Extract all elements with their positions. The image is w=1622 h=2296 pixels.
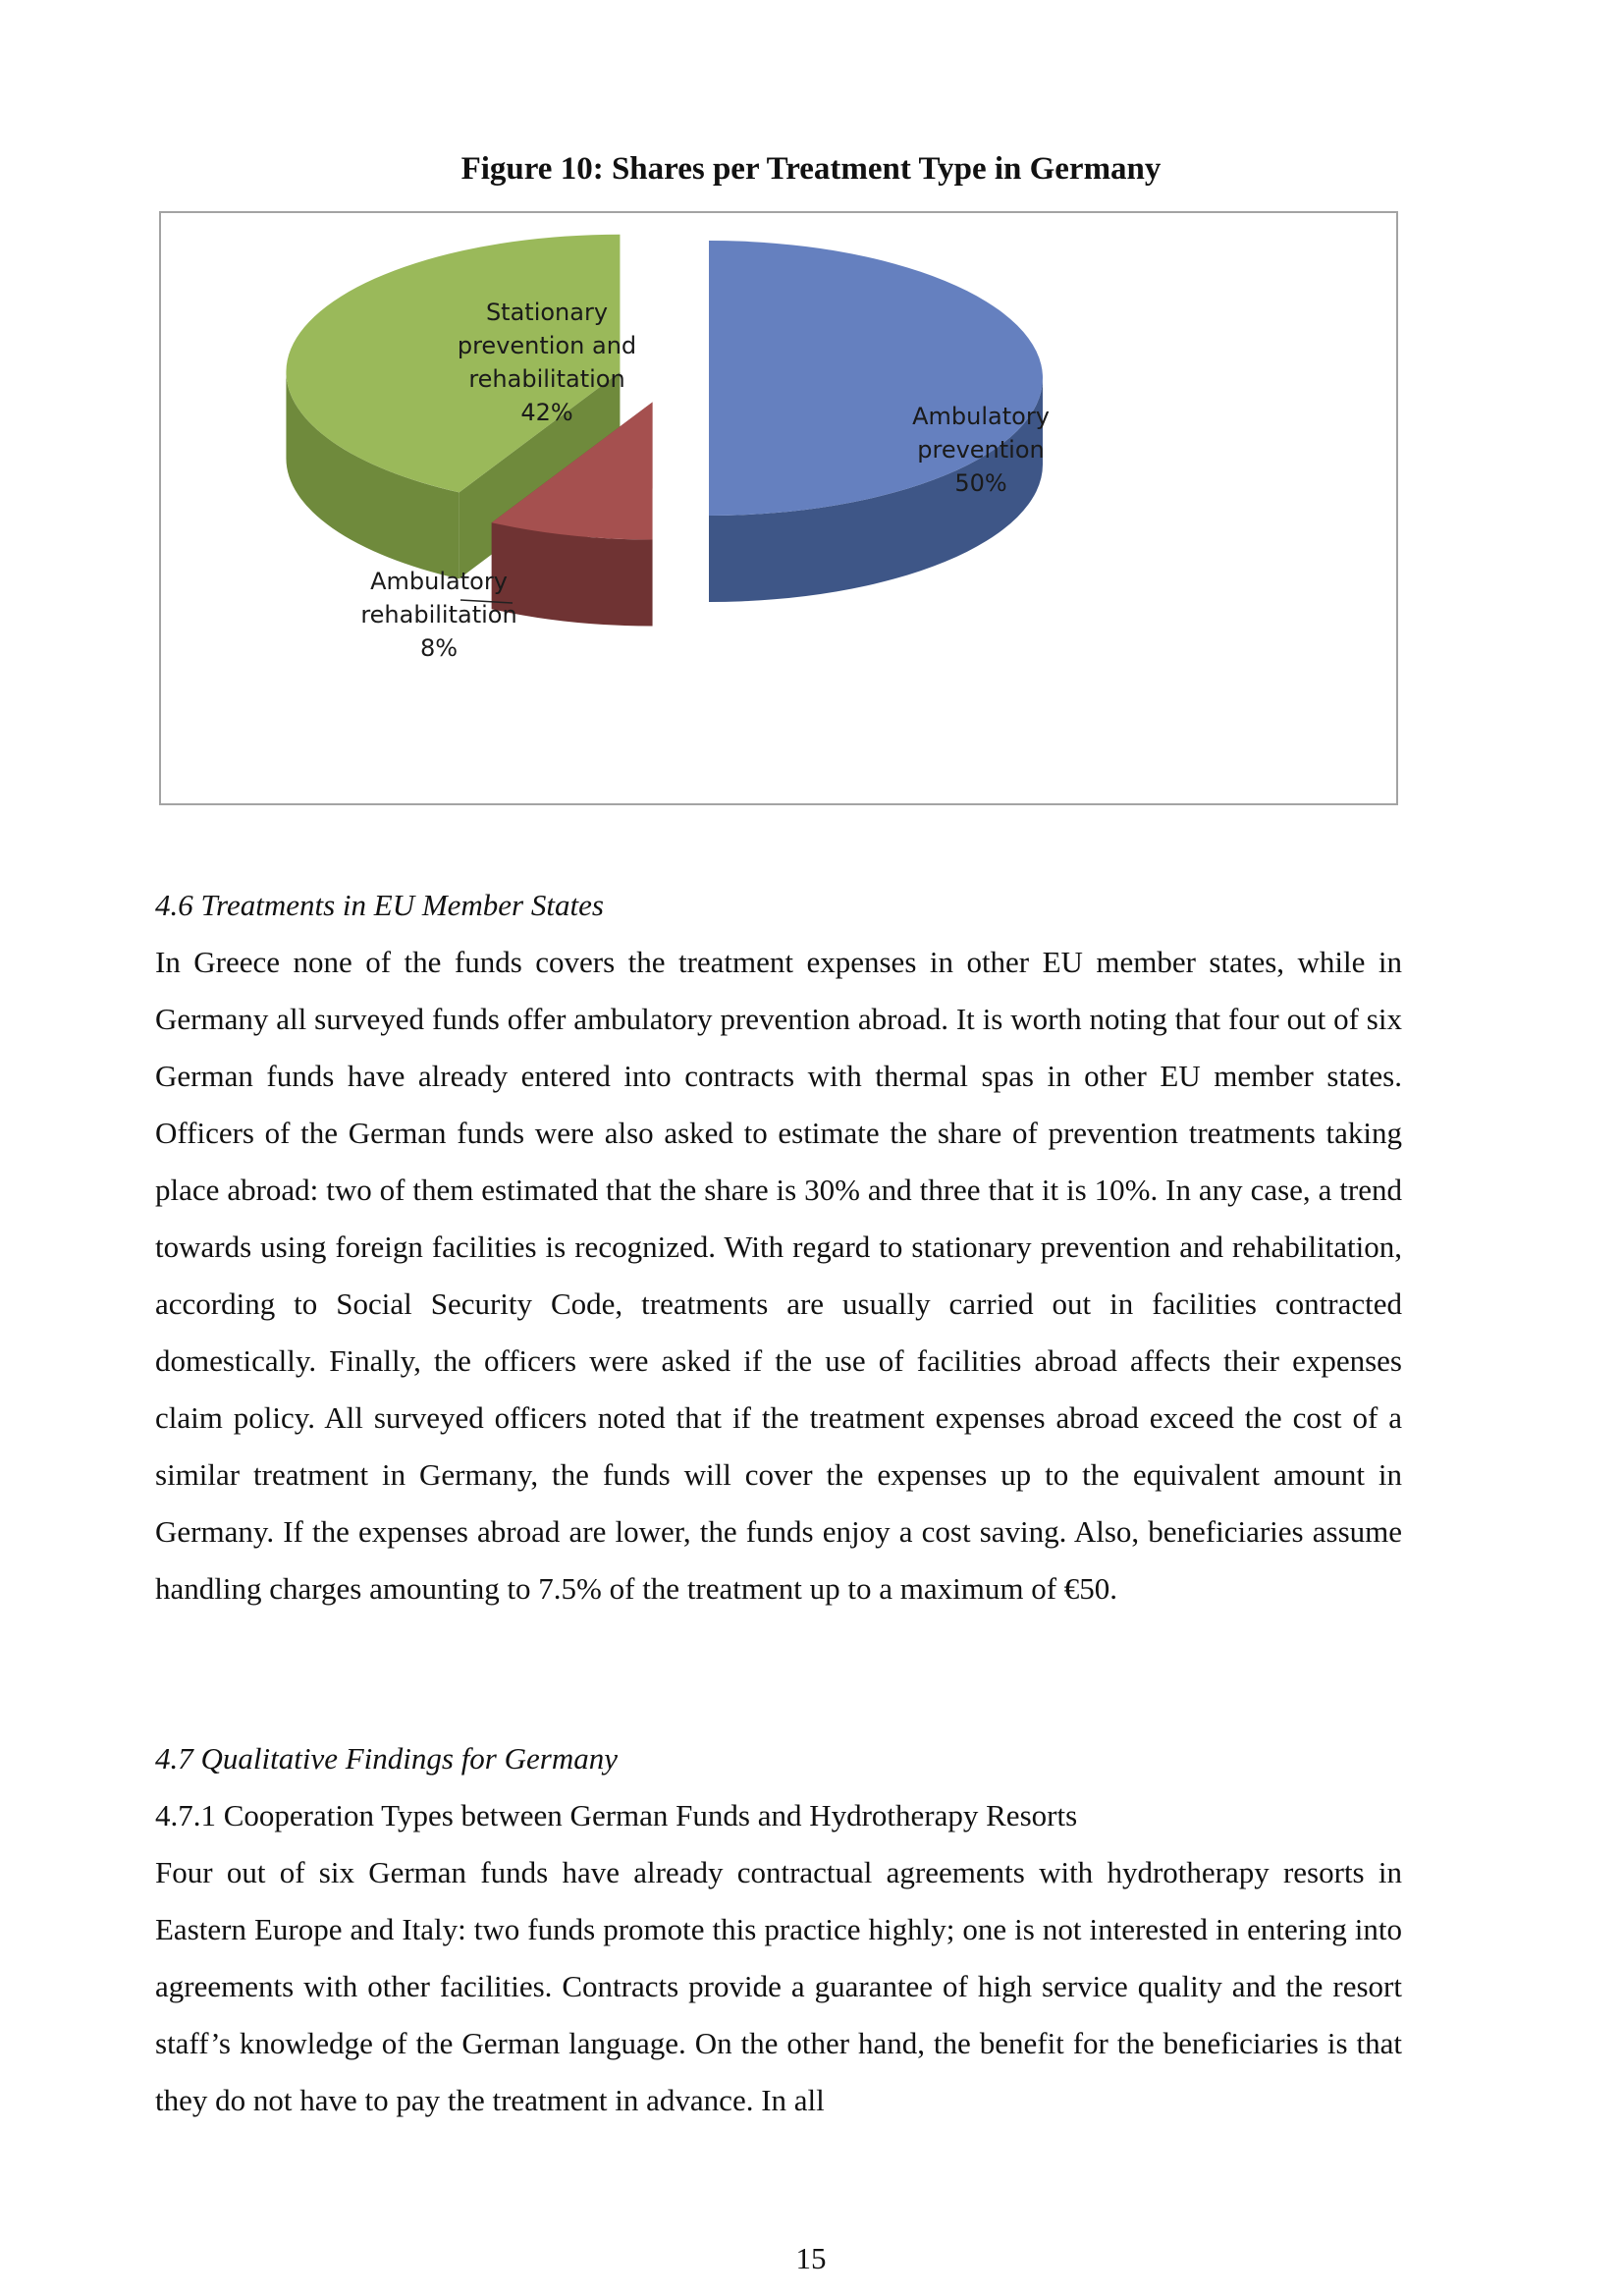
section-4-7 (155, 1730, 1402, 2129)
paragraph: Four out of six German funds have already contractual agreements with hydrotherapy resorts in Eastern Europe and Italy: two funds promote this practice highly; one is not interested in entering into agreements with other facilities. Contracts provide a guarantee of high service quality and the resort staff’s knowledge of the German language. On the other hand, the benefit for the beneficiaries is that they do not have to pay the treatment in advance. In all (155, 1855, 1402, 2117)
data-label: Ambulatory rehabilitation 8% (360, 568, 517, 662)
data-label: Stationary prevention and rehabilitation 42% (457, 299, 637, 426)
subsection-heading: 4.7.1 Cooperation Types between German Funds and Hydrotherapy Resorts (155, 1798, 1078, 1832)
figure-title: Figure 10: Shares per Treatment Type in Germany (460, 151, 1162, 187)
data-label: Ambulatory prevention 50% (912, 403, 1050, 497)
paragraph: In Greece none of the funds covers the treatment expenses in other EU member states, while in Germany all surveyed funds offer ambulatory prevention abroad. It is worth noting that four out of six German funds have already entered into contracts with thermal spas in other EU member states. Officers of the German funds were also asked to estimate the share of prevention treatments taking place abroad: two of them estimated that the share is 30% and three that it is 10%. In any case, a trend towards using foreign facilities is recognized. With regard to stationary prevention and rehabilitation, according to Social Security Code, treatments are usually carried out in facilities contracted domestically. Finally, the officers were asked if the use of facilities abroad affects their expenses claim policy. All surveyed officers noted that if the treatment expenses abroad exceed the cost of a similar treatment in Germany, the funds will cover the expenses up to the equivalent amount in Germany. If the expenses abroad are lower, the funds enjoy a cost saving. Also, beneficiaries assume handling charges amounting to 7.5% of the treatment up to a maximum of €50. (155, 945, 1402, 1606)
section-heading: 4.7 Qualitative Findings for Germany (155, 1741, 618, 1776)
pie-chart (161, 213, 1396, 803)
section-heading: 4.6 Treatments in EU Member States (155, 888, 604, 922)
pie-chart-frame (159, 211, 1398, 805)
section-4-6 (155, 877, 1402, 1617)
page-number: 15 (795, 2241, 827, 2275)
